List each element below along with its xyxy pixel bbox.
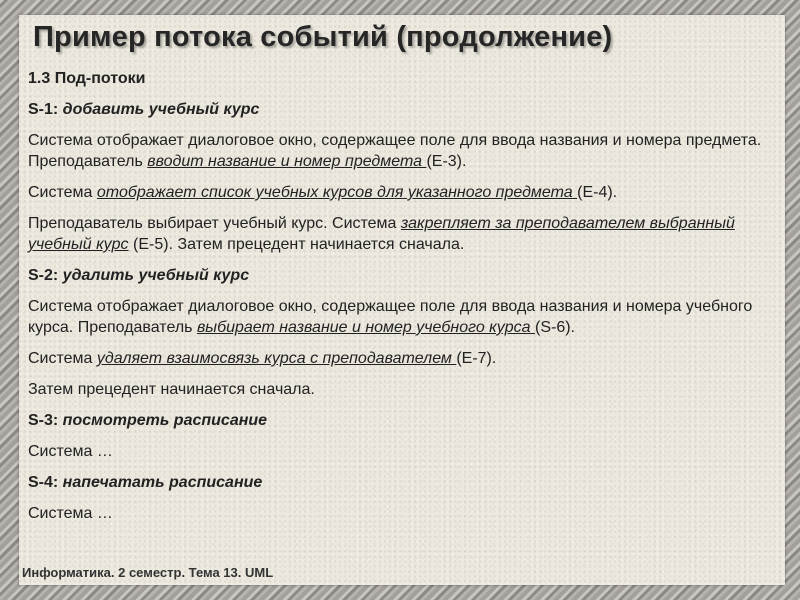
subflow-s1-p1-tail: (E-3). [426,153,467,170]
link-select-course-name-number[interactable]: выбирает название и номер учебного курса [196,319,535,336]
subflow-s1-p1-text: Система отображает диалоговое окно, содержащее поле для ввода названия и номера предмета. Преподаватель [28,132,762,170]
subflow-s1-p3-lead: Преподаватель выбирает учебный курс. Система [28,215,401,232]
subflow-s1-p2-tail: (E-4). [577,184,618,201]
slide-content [28,68,773,534]
subflow-s2-heading [28,265,773,286]
subflow-s1-code: S-1: [28,101,63,118]
subflow-s2-name: удалить учебный курс [62,267,250,284]
subflow-s2-p2-lead: Система [28,350,97,367]
subflow-s2-p2-tail: (E-7). [456,350,497,367]
subflow-s4-code: S-4: [28,474,63,491]
link-remove-course-teacher-link[interactable]: удаляет взаимосвязь курса с преподавателем [96,350,457,367]
subflow-s2-p1-text: Система отображает диалоговое окно, содержащее поле для ввода названия и номера учебного курса. Преподаватель [28,298,753,336]
subflow-s1-paragraph-2 [28,182,773,203]
subflow-s3-code: S-3: [28,412,63,429]
link-assign-course-to-teacher[interactable]: закрепляет за преподавателем выбранный учебный курс [28,215,735,253]
subflow-s4-body: Система … [28,505,113,522]
link-display-course-list[interactable]: отображает список учебных курсов для указанного предмета [96,184,578,201]
subflow-s2-paragraph-3: Затем прецедент начинается сначала. [28,381,315,398]
subflow-s4-name: напечатать расписание [62,474,263,491]
link-enter-subject-name-number[interactable]: вводит название и номер предмета [147,153,427,170]
subflow-s1-p3-tail: (E-5). Затем прецедент начинается сначала. [128,236,465,253]
subflow-s3-heading [28,410,773,431]
subflow-s2-code: S-2: [28,267,63,284]
subflow-s1-p2-lead: Система [28,184,97,201]
subflow-s2-paragraph-1 [28,296,773,338]
subflow-s2-paragraph-2 [28,348,773,369]
subflow-s4-heading [28,472,773,493]
slide-title: Пример потока событий (продолжение) [33,21,613,53]
subflow-s1-paragraph-1 [28,130,773,172]
section-heading: 1.3 Под-потоки [28,70,146,87]
subflow-s3-body: Система … [28,443,113,460]
slide-footer: Информатика. 2 семестр. Тема 13. UML [22,565,274,580]
subflow-s1-name: добавить учебный курс [62,101,260,118]
subflow-s3-name: посмотреть расписание [62,412,268,429]
subflow-s2-p1-tail: (S-6). [534,319,575,336]
slide [19,15,785,585]
subflow-s1-heading [28,99,773,120]
subflow-s1-paragraph-3 [28,213,773,255]
